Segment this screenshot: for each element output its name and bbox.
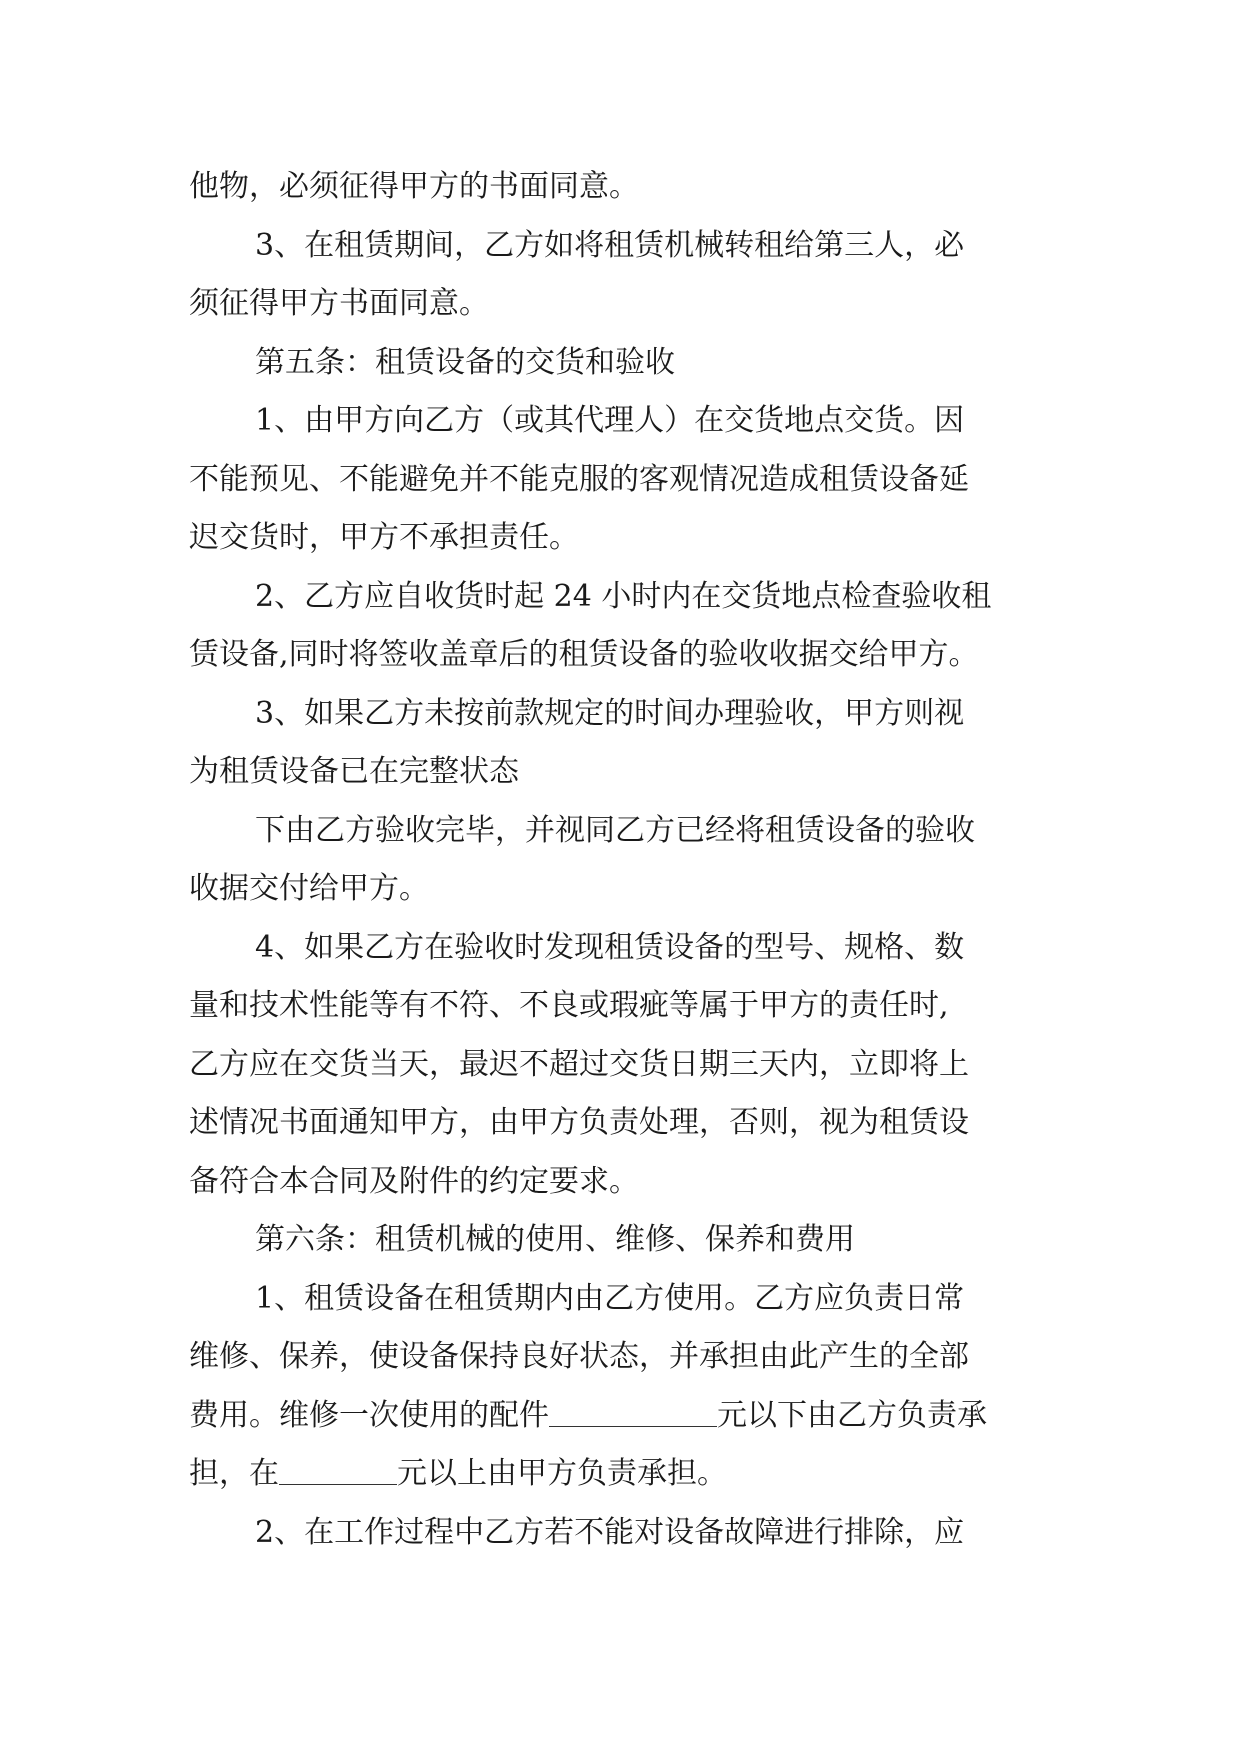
fill-in-blank <box>279 1454 397 1485</box>
text-line: 3、如果乙方未按前款规定的时间办理验收，甲方则视 <box>255 695 965 731</box>
text-line: 他物，必须征得甲方的书面同意。 <box>189 169 639 204</box>
text-line: 2、乙方应自收货时起 24 小时内在交货地点检查验收租 <box>255 578 992 614</box>
text-line: 1、租赁设备在租赁期内由乙方使用。乙方应负责日常 <box>255 1280 965 1316</box>
section-heading: 第六条：租赁机械的使用、维修、保养和费用 <box>255 1222 855 1257</box>
document-body <box>189 158 1051 1562</box>
text-line-with-blank <box>189 1445 1051 1504</box>
text-line: 维修、保养，使设备保持良好状态，并承担由此产生的全部 <box>189 1339 969 1374</box>
text-line: 为租赁设备已在完整状态 <box>189 754 519 789</box>
line-text-after-blank: 元以下由乙方负责承 <box>717 1397 987 1433</box>
text-line: 量和技术性能等有不符、不良或瑕疵等属于甲方的责任时, <box>189 988 949 1023</box>
text-line: 备符合本合同及附件的约定要求。 <box>189 1163 639 1199</box>
text-line: 赁设备,同时将签收盖章后的租赁设备的验收收据交给甲方。 <box>189 637 979 672</box>
text-line: 2、在工作过程中乙方若不能对设备故障进行排除，应 <box>255 1514 965 1550</box>
section-heading: 第五条：租赁设备的交货和验收 <box>255 344 675 380</box>
text-line: 收据交付给甲方。 <box>189 871 429 906</box>
text-line: 3、在租赁期间，乙方如将租赁机械转租给第三人，必 <box>255 227 965 263</box>
text-line: 须征得甲方书面同意。 <box>189 286 489 321</box>
text-line: 述情况书面通知甲方，由甲方负责处理，否则，视为租赁设 <box>189 1105 969 1140</box>
fill-in-blank <box>549 1396 717 1427</box>
text-line: 迟交货时，甲方不承担责任。 <box>189 520 579 555</box>
text-line: 乙方应在交货当天，最迟不超过交货日期三天内，立即将上 <box>189 1046 969 1082</box>
line-text-before-blank: 费用。维修一次使用的配件 <box>189 1397 549 1433</box>
line-text-before-blank: 担，在 <box>189 1456 279 1491</box>
text-line: 下由乙方验收完毕，并视同乙方已经将租赁设备的验收 <box>255 812 975 848</box>
text-line: 不能预见、不能避免并不能克服的客观情况造成租赁设备延 <box>189 461 969 497</box>
text-line: 4、如果乙方在验收时发现租赁设备的型号、规格、数 <box>255 929 965 965</box>
text-line-with-blank <box>189 1387 1051 1446</box>
line-text-after-blank: 元以上由甲方负责承担。 <box>397 1456 727 1491</box>
text-line: 1、由甲方向乙方（或其代理人）在交货地点交货。因 <box>255 403 965 438</box>
